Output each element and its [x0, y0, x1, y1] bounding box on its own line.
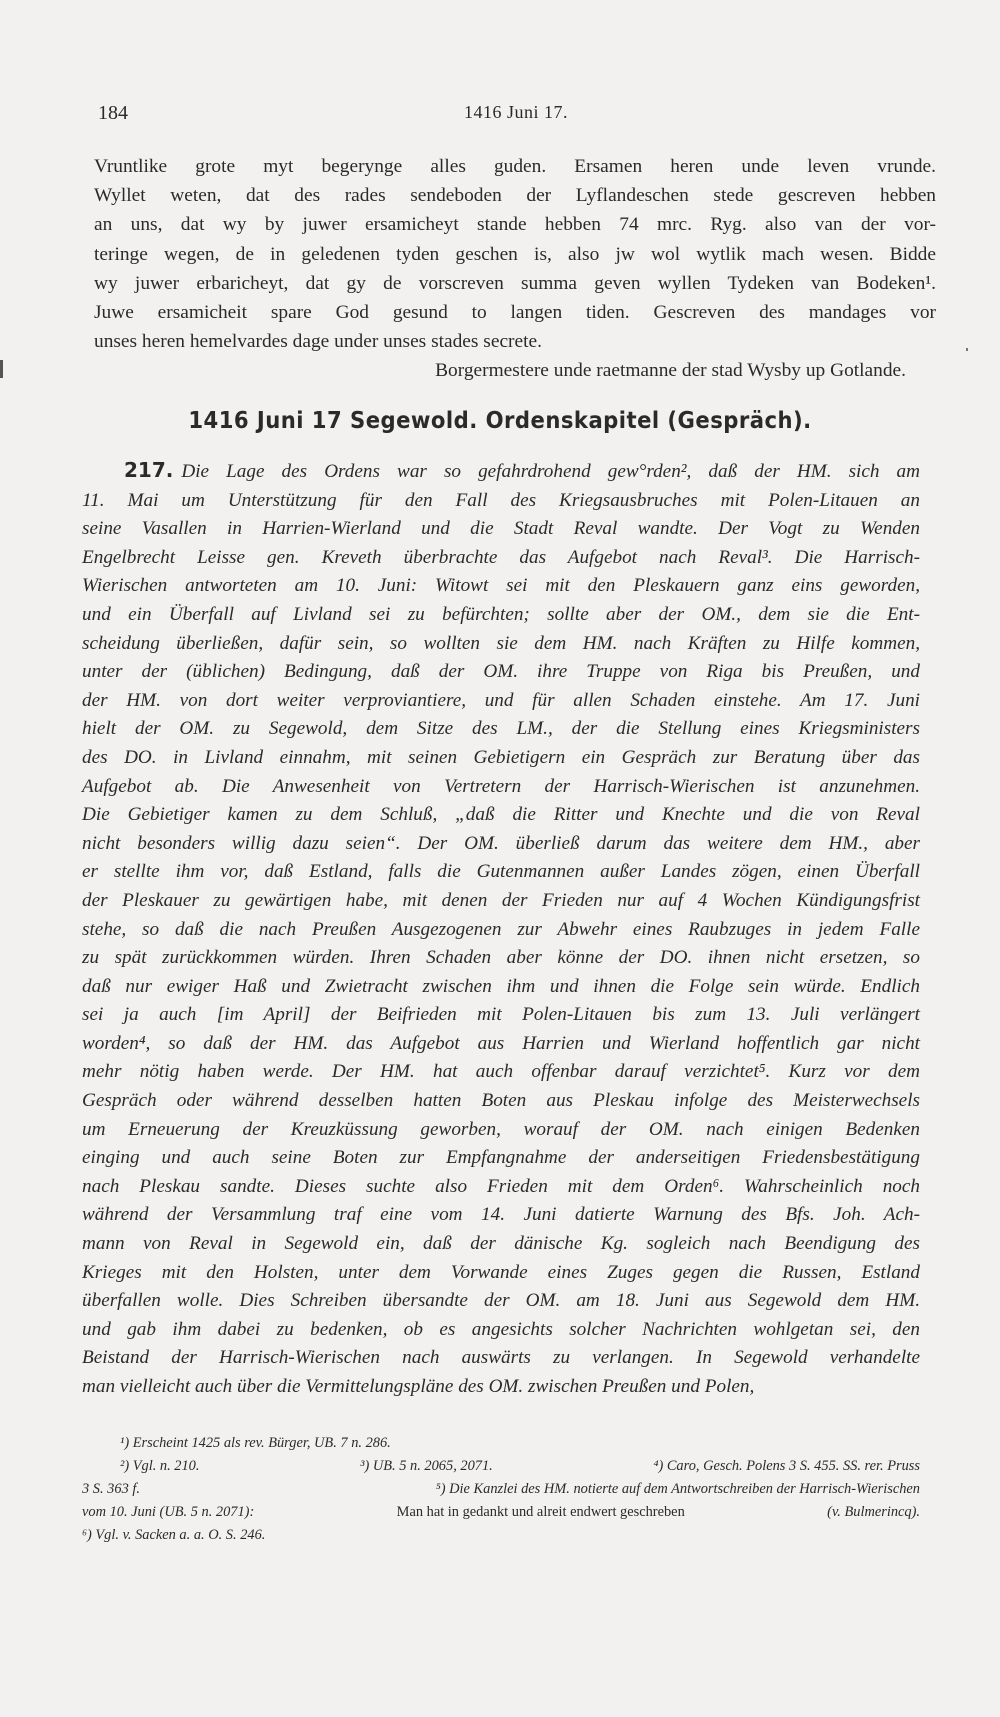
summary-line: mehr nötig haben werde. Der HM. hat auch offenbar darauf verzichtet⁵. Kurz vor dem [82, 1061, 920, 1083]
footnote-5-quote: Man hat in gedankt und alreit endwert geschreben [396, 1504, 685, 1520]
summary-line: seine Vasallen in Harrien-Wierland und die Stadt Reval wandte. Der Vogt zu Wenden [82, 518, 920, 540]
summary-line: Engelbrecht Leisse gen. Kreveth überbrachte das Aufgebot nach Reval³. Die Harrisch- [82, 546, 920, 568]
letter-signature: Borgermestere unde raetmanne der stad Wysby up Gotlande. [435, 360, 906, 382]
summary-line: zu spät zurückkommen würden. Ihren Schaden aber könne der DO. ihnen nicht ersetzen, so [82, 947, 920, 969]
summary-line: mann von Reval in Segewold ein, daß der dänische Kg. sogleich nach Beendigung des [82, 1233, 920, 1255]
summary-line: während der Versammlung traf eine vom 14. Juni datierte Warnung des Bfs. Joh. Ach- [82, 1204, 920, 1226]
document-number: 217. [124, 458, 174, 482]
summary-line: man vielleicht auch über die Vermittelungspläne des OM. zwischen Preußen und Polen, [82, 1376, 755, 1397]
page-number: 184 [98, 102, 128, 124]
summary-line: und gab ihm dabei zu bedenken, ob es angesichts solcher Nachrichten wohlgetan sei, den [82, 1318, 920, 1340]
letter-text [94, 152, 936, 386]
summary-line: Die Lage des Ordens war so gefahrdrohend gew°rden², daß der HM. sich am [181, 461, 920, 482]
footnote-5-continued: vom 10. Juni (UB. 5 n. 2071): [82, 1504, 255, 1520]
footnote-row [82, 1501, 920, 1524]
letter-line: an uns, dat wy by juwer ersamicheyt stande hebben 74 mrc. Ryg. also van der vor- [94, 214, 936, 236]
footnote-5-source: (v. Bulmerincq). [827, 1504, 920, 1520]
summary-line: der Pleskauer zu gewärtigen habe, mit denen der Frieden nur auf 4 Wochen Kündigungsfrist [82, 889, 920, 911]
summary-first-line [82, 456, 920, 487]
summary-line: nach Pleskau sandte. Dieses suchte also Frieden mit dem Orden⁶. Wahrscheinlich noch [82, 1175, 920, 1197]
footnote-6: ⁶) Vgl. v. Sacken a. a. O. S. 246. [82, 1527, 266, 1543]
summary-line: nicht besonders willig dazu seien“. Der OM. überließ darum das weitere dem HM., aber [82, 832, 920, 854]
summary-line: daß nur ewiger Haß und Zwietracht zwischen ihm und ihnen die Folge sein würde. Endlich [82, 975, 920, 997]
scan-edge-mark [0, 360, 3, 378]
summary-line: Wierischen antworteten am 10. Juni: Witowt sei mit den Pleskauern ganz eins geworden, [82, 575, 920, 597]
footnotes [82, 1432, 920, 1547]
footnote-3: ³) UB. 5 n. 2065, 2071. [360, 1458, 493, 1474]
summary-line: und ein Überfall auf Livland sei zu befürchten; sollte aber der OM., dem sie die Ent- [82, 603, 920, 625]
summary-line: 11. Mai um Unterstützung für den Fall des Kriegsausbruches mit Polen-Litauen an [82, 489, 920, 511]
document-heading: 1416 Juni 17 Segewold. Ordenskapitel (Gespräch). [188, 408, 812, 434]
summary-line: überfallen wolle. Dies Schreiben übersandte der OM. am 18. Juni aus Segewold dem HM. [82, 1290, 920, 1312]
summary-line: einging und auch seine Boten zur Empfangnahme der anderseitigen Friedensbestätigung [82, 1147, 920, 1169]
summary-line: worden⁴, so daß der HM. das Aufgebot aus Harrien und Wierland hoffentlich gar nicht [82, 1032, 920, 1054]
summary-line: sei ja auch [im April] der Beifrieden mit Polen-Litauen bis zum 13. Juli verlängert [82, 1004, 920, 1026]
summary-line: Die Gebietiger kamen zu dem Schluß, „daß die Ritter und Knechte und die von Reval [82, 804, 920, 826]
summary-line: unter der (üblichen) Bedingung, daß der OM. ihre Truppe von Riga bis Preußen, und [82, 661, 920, 683]
footnote-4: ⁴) Caro, Gesch. Polens 3 S. 455. SS. rer. Pruss [653, 1458, 920, 1474]
scan-speck [966, 348, 968, 351]
summary-line: Aufgebot ab. Die Anwesenheit von Vertretern der Harrisch-Wierischen ist anzunehmen. [82, 775, 920, 797]
letter-line: teringe wegen, de in geledenen tyden geschen is, also jw wol wytlik mach wesen. Bidde [94, 243, 936, 265]
running-head: 1416 Juni 17. [464, 102, 569, 122]
summary-line: Krieges mit den Holsten, unter dem Vorwande eines Zuges gegen die Russen, Estland [82, 1261, 920, 1283]
footnote-row [82, 1478, 920, 1501]
letter-line: unses heren hemelvardes dage under unses stades secrete. [94, 331, 542, 353]
summary-line: Gespräch oder während desselben hatten Boten aus Pleskau infolge des Meisterwechsels [82, 1090, 920, 1112]
letter-line: Juwe ersamicheit spare God gesund to langen tiden. Gescreven des mandages vor [94, 302, 936, 324]
footnote-row [82, 1455, 920, 1478]
page-header [98, 102, 918, 132]
letter-line: wy juwer erbaricheyt, dat gy de vorscreven summa geven wyllen Tydeken van Bodeken¹. [94, 272, 936, 294]
summary-line: stehe, so daß die nach Preußen Ausgezogenen zur Abwehr eines Raubzuges in jedem Falle [82, 918, 920, 940]
summary-line: Beistand der Harrisch-Wierischen nach auswärts zu verlangen. In Segewold verhandelte [82, 1347, 920, 1369]
document-summary [82, 456, 920, 1402]
footnote-5: ⁵) Die Kanzlei des HM. notierte auf dem Antwortschreiben der Harrisch-Wierischen [435, 1481, 920, 1497]
summary-line: er stellte ihm vor, daß Estland, falls die Gutenmannen außer Landes zögen, einen Überfall [82, 861, 920, 883]
letter-line: Wyllet weten, dat des rades sendeboden der Lyflandeschen stede gescreven hebben [94, 185, 936, 207]
summary-line: hielt der OM. zu Segewold, dem Sitze des LM., der die Stellung eines Kriegsministers [82, 718, 920, 740]
summary-line: des DO. in Livland einnahm, mit seinen Gebietigern ein Gespräch zur Beratung über das [82, 746, 920, 768]
footnote-4-continued: 3 S. 363 f. [82, 1481, 140, 1497]
summary-line: scheidung überließen, dafür sein, so wollten sie dem HM. nach Kräften zu Hilfe kommen, [82, 632, 920, 654]
summary-line: um Erneuerung der Kreuzküssung geworben, worauf der OM. nach einigen Bedenken [82, 1118, 920, 1140]
letter-line: Vruntlike grote myt begerynge alles guden. Ersamen heren unde leven vrunde. [94, 156, 936, 177]
summary-line: der HM. von dort weiter verproviantiere, und für allen Schaden einstehe. Am 17. Juni [82, 689, 920, 711]
footnote-1: ¹) Erscheint 1425 als rev. Bürger, UB. 7 n. 286. [120, 1435, 391, 1451]
footnote-2: ²) Vgl. n. 210. [120, 1458, 200, 1474]
